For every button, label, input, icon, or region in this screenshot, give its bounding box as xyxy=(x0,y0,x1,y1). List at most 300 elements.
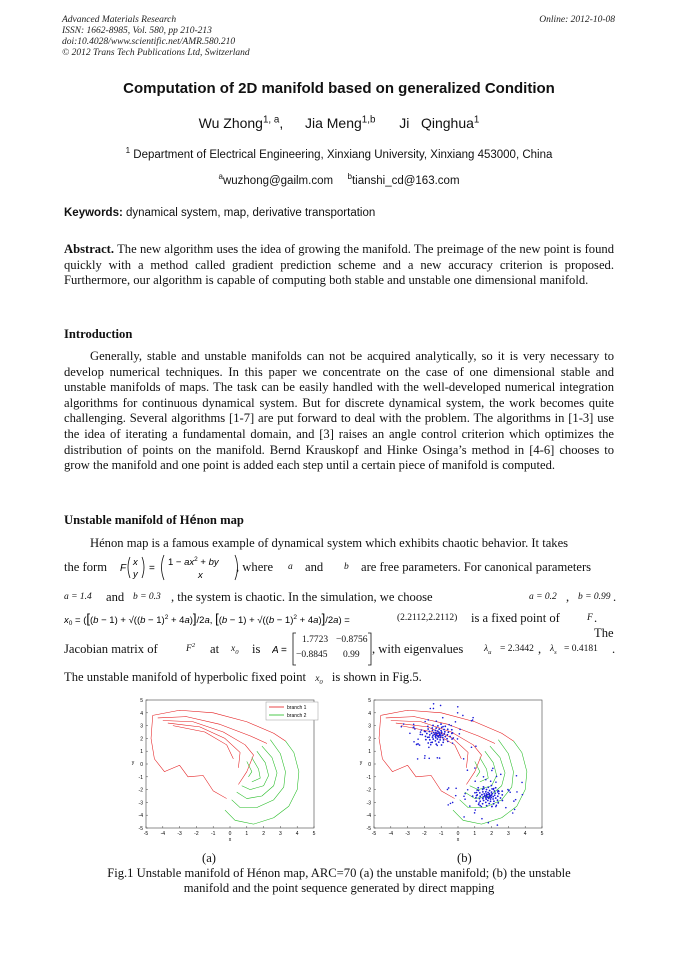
sequence-point xyxy=(459,729,461,731)
sequence-point xyxy=(440,723,442,725)
sequence-point xyxy=(442,717,444,719)
sequence-point xyxy=(430,742,432,744)
x-axis-label: x xyxy=(228,837,232,843)
sequence-point xyxy=(483,786,485,788)
sequence-point xyxy=(486,789,488,791)
legend-branch-2: branch 2 xyxy=(287,713,307,719)
y-tick-label: 0 xyxy=(368,762,371,768)
sequence-point xyxy=(464,793,466,795)
sequence-point xyxy=(413,726,415,728)
sequence-point xyxy=(438,735,440,737)
y-tick-label: 1 xyxy=(368,749,371,756)
y-tick-label: 3 xyxy=(140,723,143,730)
y-tick-label: -1 xyxy=(366,774,371,781)
branch-1-curve xyxy=(158,717,267,744)
sequence-point xyxy=(521,782,523,784)
sequence-point xyxy=(457,706,459,708)
henon-line-1: Hénon map is a famous example of dynamical system which exhibits chaotic behavior. It takes xyxy=(90,536,569,550)
sequence-point xyxy=(442,734,444,736)
sequence-point xyxy=(487,792,489,794)
x-tick-label: 1 xyxy=(245,831,249,837)
sequence-point xyxy=(447,740,449,742)
sequence-point xyxy=(471,746,473,748)
sequence-point xyxy=(428,736,430,738)
svg-text:A: A xyxy=(272,645,279,656)
sequence-point xyxy=(420,731,422,733)
sequence-point xyxy=(452,802,454,804)
sequence-point xyxy=(500,797,502,799)
x-tick-label: -1 xyxy=(438,831,444,837)
affiliation: $^1$ Department of Electrical Engineering, Xinxiang University, Xinxiang 453000, China xyxy=(125,146,553,161)
svg-text:=: = xyxy=(149,563,155,574)
sequence-point xyxy=(435,720,437,722)
sequence-point xyxy=(493,803,495,805)
sequence-point xyxy=(427,719,429,721)
x-tick-label: 4 xyxy=(523,831,527,837)
sequence-point xyxy=(505,807,507,809)
svg-text:1 − ax2 + by: $1 - ax^2$ + by xyxy=(168,556,219,568)
y-tick-label: 5 xyxy=(140,698,143,704)
sequence-point xyxy=(481,818,483,820)
sequence-point xyxy=(483,776,485,778)
y-tick-label: -3 xyxy=(366,800,371,807)
sequence-point xyxy=(476,792,478,794)
x-tick-label: 0 xyxy=(228,831,232,837)
sequence-point xyxy=(477,787,479,789)
sequence-point xyxy=(514,809,516,811)
sequence-point xyxy=(490,798,492,800)
sequence-point xyxy=(434,740,436,742)
sequence-point xyxy=(494,792,496,794)
sequence-point xyxy=(432,735,434,737)
y-tick-label: -5 xyxy=(138,826,143,832)
sequence-point xyxy=(425,731,427,733)
sequence-point xyxy=(413,741,415,743)
branch-1-curve xyxy=(379,715,455,798)
sequence-point xyxy=(447,789,449,791)
sequence-point xyxy=(428,731,430,733)
sequence-point xyxy=(515,799,517,801)
sequence-point xyxy=(493,789,495,791)
keywords: Keywords: dynamical system, map, derivative transportation xyxy=(64,207,376,219)
sequence-point xyxy=(443,739,445,741)
y-tick-label: -4 xyxy=(366,813,371,820)
sequence-point xyxy=(509,791,511,793)
sequence-point xyxy=(424,755,426,757)
y-tick-label: 2 xyxy=(368,736,371,743)
sequence-point xyxy=(424,721,426,723)
sequence-point xyxy=(463,795,465,797)
sequence-point xyxy=(451,729,453,731)
sequence-point xyxy=(429,734,431,736)
sequence-point xyxy=(481,794,483,796)
sequence-point xyxy=(463,758,465,760)
sequence-point xyxy=(474,780,476,782)
sequence-point xyxy=(441,744,443,746)
sequence-point xyxy=(486,805,488,807)
sequence-point xyxy=(403,723,405,725)
y-tick-label: 2 xyxy=(140,736,143,743)
sequence-point xyxy=(490,800,492,802)
henon-line-2: the form F x y = $1 - ax^2$ + by x , where a and b are free parameters. For canonical parameters xyxy=(64,552,616,582)
sequence-point xyxy=(435,729,437,731)
sequence-point xyxy=(443,729,445,731)
sequence-point xyxy=(416,744,418,746)
sequence-point xyxy=(437,725,439,727)
sequence-point xyxy=(435,727,437,729)
sequence-point xyxy=(482,803,484,805)
y-tick-label: -2 xyxy=(366,787,371,794)
sequence-point xyxy=(433,708,435,710)
sequence-point xyxy=(446,738,448,740)
sequence-point xyxy=(430,744,432,746)
sequence-point xyxy=(441,731,443,733)
sequence-point xyxy=(442,726,444,728)
sequence-point xyxy=(447,804,449,806)
x-tick-label: 4 xyxy=(295,831,299,837)
branch-2-curve xyxy=(237,746,277,798)
y-tick-label: -5 xyxy=(366,826,371,832)
henon-line-5: Jacobian matrix of $F^2$ at $x_0$ is A = 1.7723 −0.8756 −0.8845 0.99 , with eigenvalues $\lambda_u$ = 2.3442 , $\lambda_s$ = 0.4181 . xyxy=(64,631,616,667)
sequence-point xyxy=(482,796,484,798)
sequence-point xyxy=(432,736,434,738)
sequence-point xyxy=(401,726,403,728)
author: Wu Zhong$^{1, a}$, xyxy=(198,114,284,131)
journal-name: Advanced Materials Research xyxy=(62,15,177,25)
sequence-point xyxy=(440,705,442,707)
sequence-point xyxy=(448,787,450,789)
sequence-point xyxy=(427,742,429,744)
sequence-point xyxy=(432,725,434,727)
sequence-point xyxy=(457,738,459,740)
svg-text:F: F xyxy=(120,563,127,574)
sequence-point xyxy=(433,703,435,705)
x-tick-label: -1 xyxy=(210,831,216,837)
sequence-point xyxy=(467,769,469,771)
x-tick-label: 3 xyxy=(507,831,510,837)
y-tick-label: -2 xyxy=(138,787,143,794)
sequence-point xyxy=(455,721,457,723)
sequence-point xyxy=(455,795,457,797)
sequence-point xyxy=(485,798,487,800)
sequence-point xyxy=(437,757,439,759)
sequence-point xyxy=(491,770,493,772)
sequence-point xyxy=(493,800,495,802)
sequence-point xyxy=(478,802,480,804)
y-tick-label: 3 xyxy=(368,723,371,730)
sequence-point xyxy=(490,796,492,798)
sequence-point xyxy=(491,785,493,787)
henon-line-3: a = 1.4 and b = 0.3 , the system is chaotic. In the simulation, we choose a = 0.2 , b = 0.99 . xyxy=(64,590,617,604)
sequence-point xyxy=(427,737,429,739)
sequence-point xyxy=(417,738,419,740)
sequence-point xyxy=(440,735,442,737)
sequence-point xyxy=(421,729,423,731)
email-list xyxy=(0,172,678,187)
sequence-point xyxy=(489,790,491,792)
sequence-point xyxy=(516,775,518,777)
sequence-point xyxy=(479,805,481,807)
sequence-point xyxy=(491,791,493,793)
sequence-point xyxy=(483,800,485,802)
sequence-point xyxy=(491,793,493,795)
sequence-point xyxy=(501,790,503,792)
sequence-point xyxy=(438,728,440,730)
figure-label-b: (b) xyxy=(457,851,472,865)
sequence-point xyxy=(413,724,415,726)
sequence-point xyxy=(482,791,484,793)
x-tick-label: -3 xyxy=(405,831,410,837)
sequence-point xyxy=(433,732,435,734)
sequence-point xyxy=(430,708,432,710)
copyright: © 2012 Trans Tech Publications Ltd, Switzerland xyxy=(62,48,250,58)
branch-1-curve xyxy=(168,723,240,768)
y-tick-label: -4 xyxy=(138,813,143,820)
sequence-point xyxy=(472,719,474,721)
branch-1-curve xyxy=(151,715,227,798)
sequence-point xyxy=(432,730,434,732)
y-tick-label: -3 xyxy=(138,800,143,807)
sequence-point xyxy=(447,731,449,733)
sequence-point xyxy=(449,736,451,738)
sequence-point xyxy=(439,757,441,759)
sequence-point xyxy=(498,793,500,795)
sequence-point xyxy=(432,738,434,740)
branch-1-curve xyxy=(153,710,286,741)
sequence-point xyxy=(462,715,464,717)
section-heading-introduction: Introduction xyxy=(64,327,133,341)
sequence-point xyxy=(440,730,442,732)
sequence-point xyxy=(475,797,477,799)
legend-branch-1: branch 1 xyxy=(287,705,307,711)
sequence-point xyxy=(479,798,481,800)
y-tick-label: 4 xyxy=(368,710,371,717)
x-tick-label: 1 xyxy=(473,831,477,837)
sequence-point xyxy=(475,745,477,747)
sequence-point xyxy=(483,788,485,790)
sequence-point xyxy=(478,804,480,806)
x-tick-label: -5 xyxy=(371,831,377,837)
sequence-point xyxy=(424,757,426,759)
sequence-point xyxy=(492,798,494,800)
branch-2-curve xyxy=(480,758,488,782)
fixed-point-formula xyxy=(64,609,404,629)
branch-2-curve xyxy=(225,741,299,824)
sequence-point xyxy=(496,776,498,778)
branch-1-curve xyxy=(173,726,233,759)
sequence-point xyxy=(476,795,478,797)
email[interactable]: $^b$tianshi_cd@163.com xyxy=(347,172,460,187)
sequence-point xyxy=(502,800,504,802)
author: Ji Qinghua$^1$ xyxy=(399,114,480,131)
sequence-point xyxy=(431,732,433,734)
sequence-point xyxy=(444,731,446,733)
sequence-point xyxy=(500,774,502,776)
henon-line-6: The unstable manifold of hyperbolic fixed point $x_0$ is shown in Fig.5. xyxy=(64,670,422,686)
sequence-point xyxy=(450,803,452,805)
author: Jia Meng$^{1,b}$ xyxy=(304,114,376,131)
sequence-point xyxy=(487,786,489,788)
sequence-point xyxy=(472,717,474,719)
y-tick-label: 1 xyxy=(140,749,143,756)
sequence-point xyxy=(428,758,430,760)
sequence-point xyxy=(495,806,497,808)
sequence-point xyxy=(476,789,478,791)
introduction-paragraph: Generally, stable and unstable manifolds can not be acquired analytically, so it is very necessary to develop numerical techniques. In this paper we concentrate on the case of one dimensional stable and unstable manifolds of maps. The task can be easily handled with the well-developed numerical integration algorithms for continuous dynamical system. But for discrete dynamical system, the work becomes quite challenging. Several algorithms [1-7] are put forward to deal with the problem. The algorithms in [1-3] use the idea of iterating a fundamental domain, and [3] raises an angle control criterion which optimizes the distribution of points on the manifold. Bernd Krauskopf and Hinke Osinga’s method in [4-6] chooses to grow the manifold and one point is added each step until a certain piece of manifold is computed. xyxy=(64,349,614,473)
sequence-point xyxy=(421,734,423,736)
sequence-point xyxy=(447,734,449,736)
sequence-point xyxy=(497,799,499,801)
sequence-point xyxy=(498,791,500,793)
x-tick-label: -2 xyxy=(194,831,199,837)
sequence-point xyxy=(497,824,499,826)
sequence-point xyxy=(495,781,497,783)
sequence-point xyxy=(475,800,477,802)
sequence-point xyxy=(489,796,491,798)
sequence-point xyxy=(483,793,485,795)
sequence-point xyxy=(425,735,427,737)
sequence-point xyxy=(497,795,499,797)
sequence-point xyxy=(479,792,481,794)
sequence-point xyxy=(429,739,431,741)
legend xyxy=(266,702,318,720)
paper-title: Computation of 2D manifold based on generalized Condition xyxy=(123,80,555,97)
sequence-point xyxy=(501,794,503,796)
svg-text:y: y xyxy=(133,569,138,580)
figure-caption: Fig.1 Unstable manifold of Hénon map, ARC=70 (a) the unstable manifold; (b) the unstable manifold and the point sequence generated by direct mapping xyxy=(107,866,571,895)
svg-text:x: x xyxy=(133,557,138,568)
sequence-point xyxy=(474,767,476,769)
sequence-point xyxy=(431,727,433,729)
running-header xyxy=(62,15,250,59)
email[interactable]: $^a$wuzhong@gailm.com xyxy=(218,172,334,187)
section-heading-henon: Unstable manifold of Hénon map xyxy=(64,513,244,527)
sequence-point xyxy=(463,816,465,818)
sequence-point xyxy=(492,796,494,798)
sequence-point xyxy=(508,790,510,792)
x-tick-label: 5 xyxy=(540,831,544,837)
sequence-point xyxy=(488,803,490,805)
sequence-point xyxy=(439,737,441,739)
sequence-point xyxy=(474,809,476,811)
x-tick-label: 2 xyxy=(262,831,265,837)
sequence-point xyxy=(478,790,480,792)
sequence-point xyxy=(494,790,496,792)
sequence-point xyxy=(482,798,484,800)
sequence-point xyxy=(495,787,497,789)
abstract: Abstract. The new algorithm uses the idea of growing the manifold. The preimage of the new point is found quickly with a method called gradient prediction scheme and a new accuracy criterion is proposed. Furthermore, our algorithm is capable of computing both stable and unstable one dimensional manifold. xyxy=(64,242,614,288)
sequence-point xyxy=(417,758,419,760)
figure-panel-b xyxy=(356,694,551,856)
figure-label-a: (a) xyxy=(202,851,216,865)
y-tick-label: 0 xyxy=(140,762,143,768)
branch-2-curve xyxy=(242,751,269,789)
sequence-point xyxy=(444,736,446,738)
sequence-point xyxy=(522,794,524,796)
sequence-point xyxy=(437,730,439,732)
sequence-point xyxy=(451,738,453,740)
sequence-point xyxy=(472,795,474,797)
sequence-point xyxy=(438,741,440,743)
sequence-point xyxy=(485,791,487,793)
svg-text:x0 = ([(b − 1) + √((b − 1)2 +: $x_0 = ([(b - 1) + √((b - 1)^2 + 4a)]/2a$, $[(b - 1) + √((b - 1)^2 + 4a)]/2a$) = xyxy=(64,611,350,627)
plot-frame xyxy=(374,700,542,828)
branch-2-curve xyxy=(453,741,527,824)
issn: ISSN: 1662-8985, Vol. 580, pp 210-213 xyxy=(62,26,212,36)
sequence-point xyxy=(474,812,476,814)
x-tick-label: 2 xyxy=(490,831,493,837)
sequence-point xyxy=(492,768,494,770)
online-date: Online: 2012-10-08 xyxy=(539,15,615,25)
sequence-point xyxy=(427,728,429,730)
x-tick-label: -2 xyxy=(422,831,427,837)
sequence-point xyxy=(479,795,481,797)
sequence-point xyxy=(435,737,437,739)
sequence-point xyxy=(442,737,444,739)
branch-2-curve xyxy=(252,758,260,782)
x-tick-label: 3 xyxy=(279,831,282,837)
sequence-point xyxy=(426,733,428,735)
sequence-point xyxy=(437,738,439,740)
branch-1-curve xyxy=(381,710,514,741)
sequence-point xyxy=(444,725,446,727)
x-tick-label: -4 xyxy=(160,831,166,837)
sequence-point xyxy=(442,741,444,743)
branch-2-curve xyxy=(232,740,286,808)
y-axis-label: y xyxy=(131,760,135,766)
author-list xyxy=(0,114,678,131)
sequence-point xyxy=(474,792,476,794)
sequence-point xyxy=(450,725,452,727)
sequence-point xyxy=(464,798,466,800)
x-tick-label: 5 xyxy=(312,831,316,837)
sequence-point xyxy=(414,728,416,730)
sequence-point xyxy=(459,733,461,735)
y-tick-label: -1 xyxy=(138,774,143,781)
sequence-point xyxy=(494,794,496,796)
svg-text:x: x xyxy=(198,570,203,581)
x-axis-label: x xyxy=(456,837,460,843)
sequence-point xyxy=(487,800,489,802)
sequence-point xyxy=(479,800,481,802)
figure-panel-a xyxy=(128,694,323,856)
sequence-point xyxy=(488,822,490,824)
sequence-point xyxy=(513,800,515,802)
sequence-point xyxy=(455,787,457,789)
sequence-point xyxy=(497,802,499,804)
sequence-point xyxy=(485,801,487,803)
sequence-point xyxy=(436,745,438,747)
sequence-point xyxy=(439,739,441,741)
sequence-point xyxy=(452,742,454,744)
sequence-point xyxy=(419,744,421,746)
sequence-point xyxy=(512,812,514,814)
y-tick-label: 4 xyxy=(140,710,143,717)
sequence-point xyxy=(448,724,450,726)
sequence-point xyxy=(425,739,427,741)
sequence-point xyxy=(457,712,459,714)
y-tick-label: 5 xyxy=(368,698,371,704)
sequence-point xyxy=(491,806,493,808)
sequence-point xyxy=(469,805,471,807)
sequence-point xyxy=(453,737,455,739)
sequence-point xyxy=(447,728,449,730)
sequence-point xyxy=(443,733,445,735)
sequence-point xyxy=(490,780,492,782)
x-tick-label: -3 xyxy=(177,831,182,837)
y-axis-label: y xyxy=(359,760,363,766)
svg-text:=: = xyxy=(281,645,287,656)
